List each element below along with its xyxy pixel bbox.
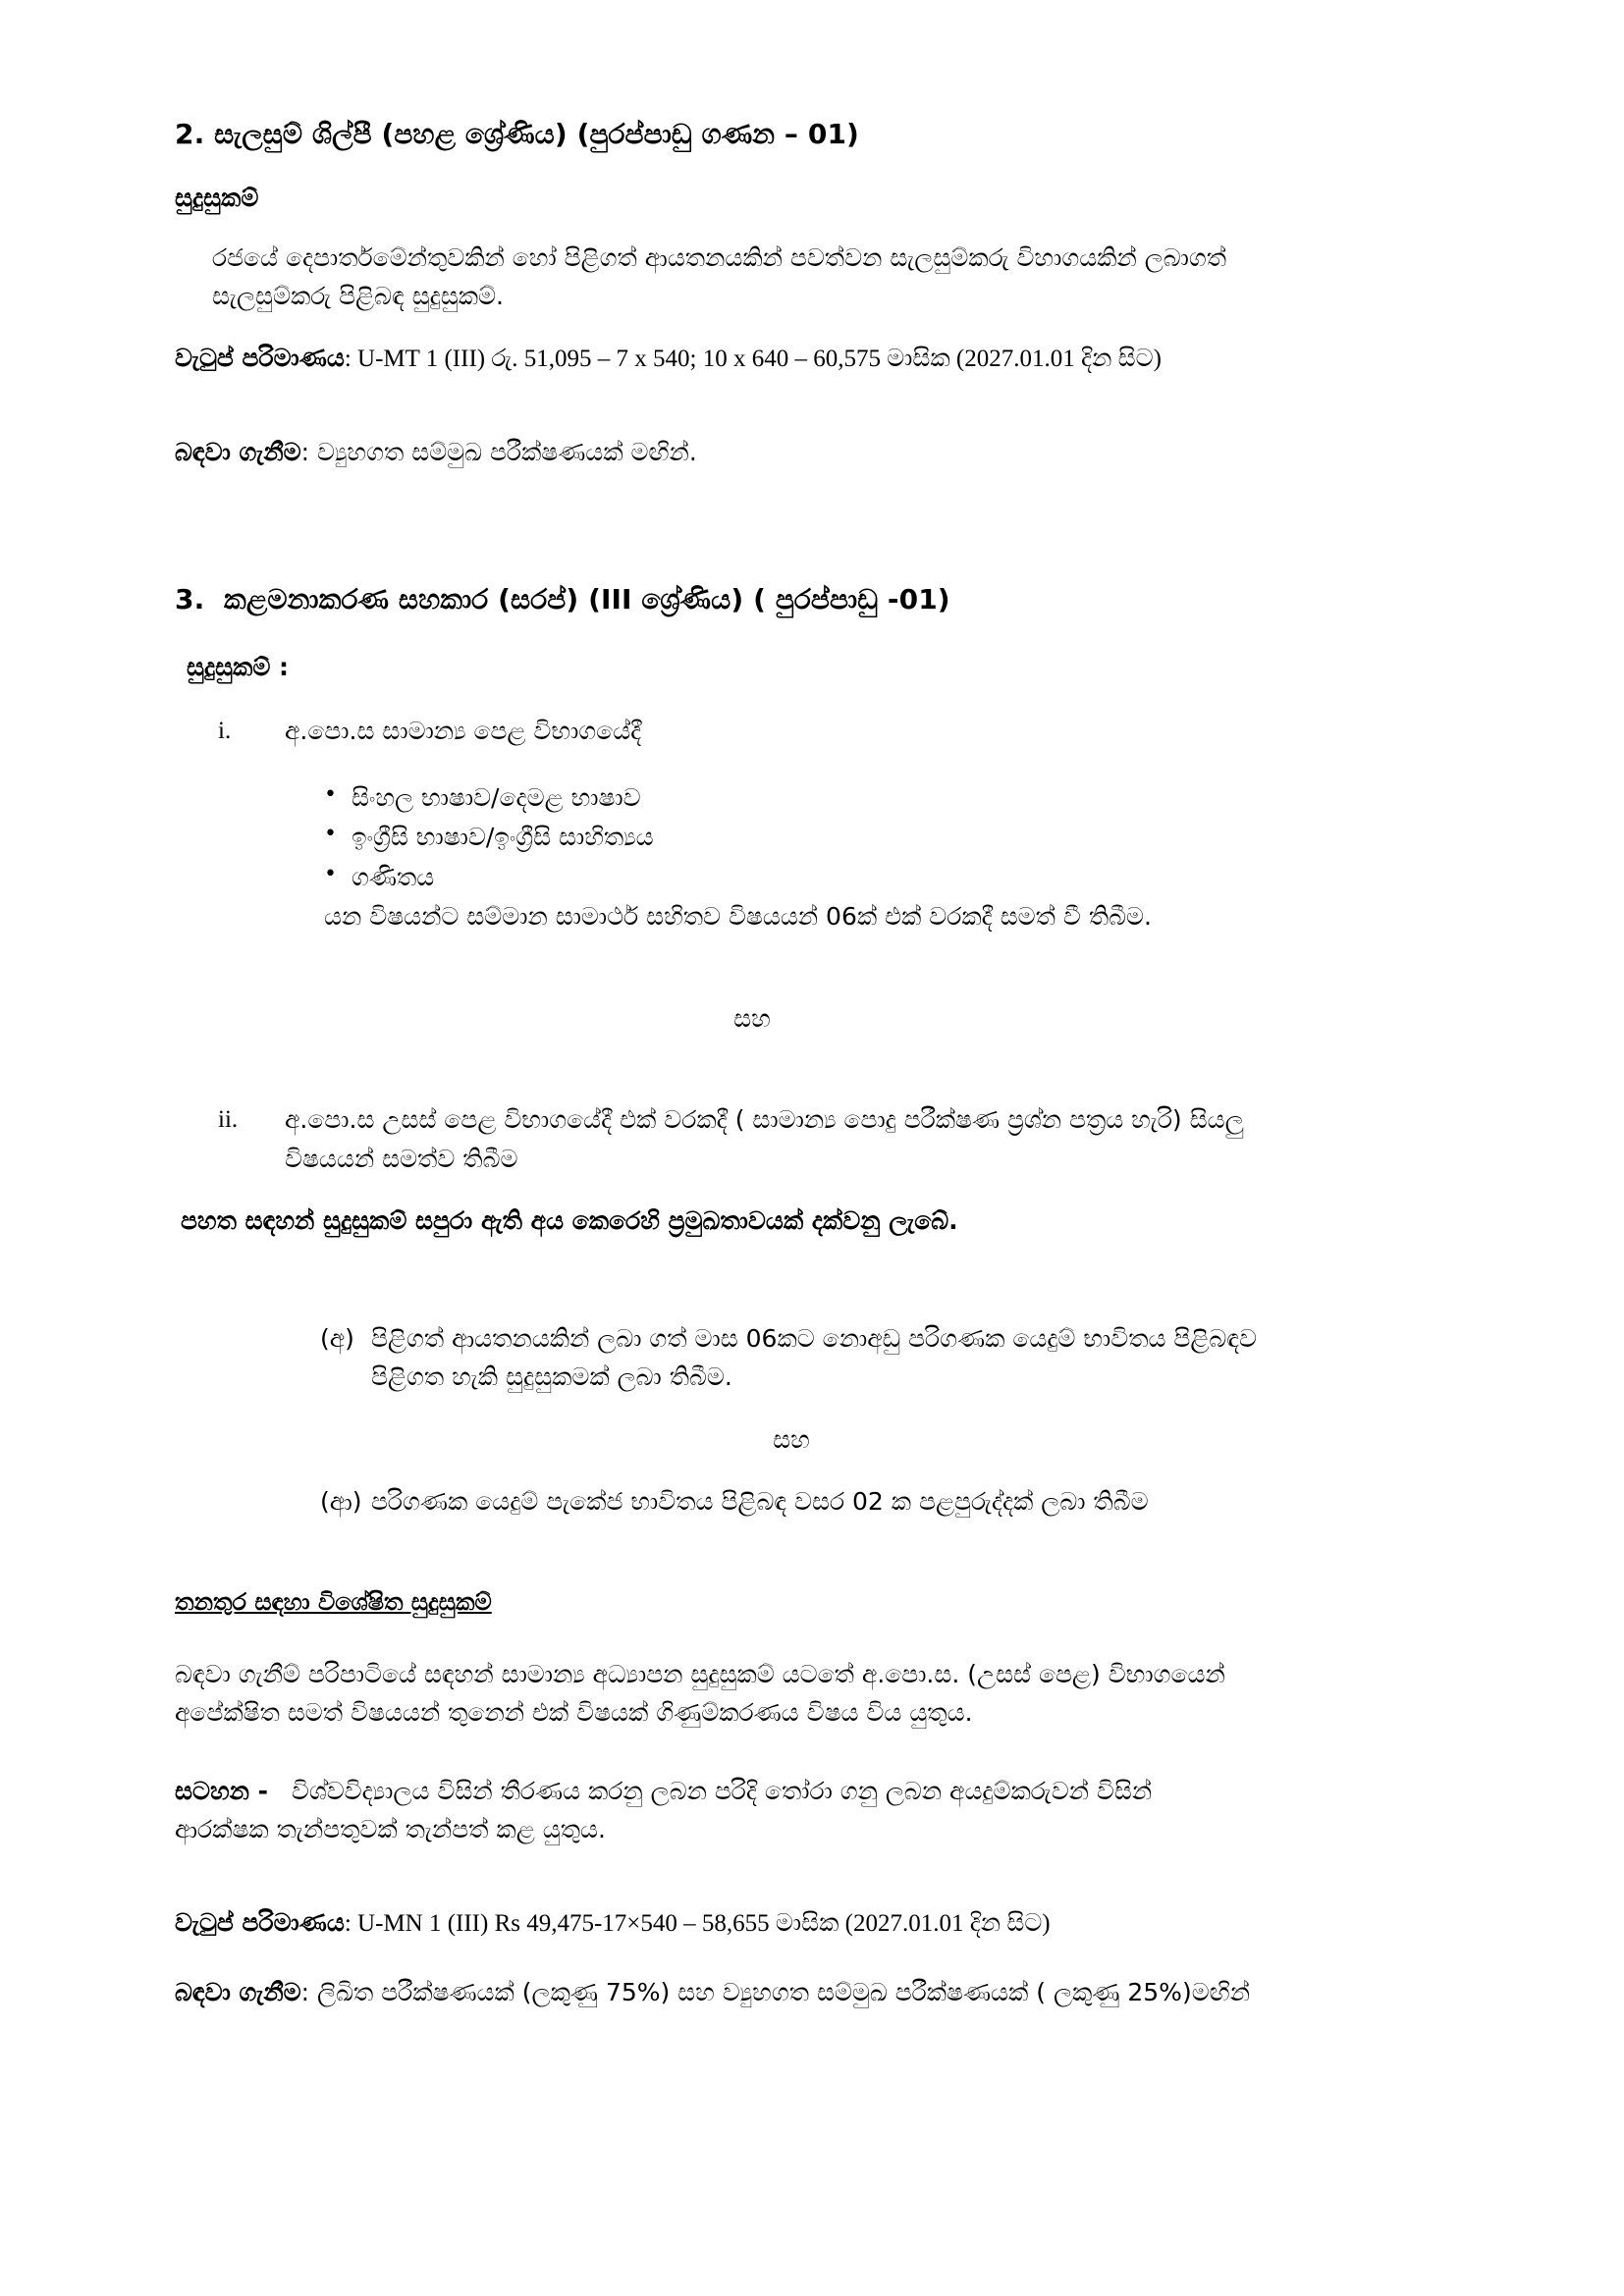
section-2-recruitment-value: : ව්‍යුහගත සම්මුඛ පරීක්ෂණයක් මඟින්. [300, 437, 697, 466]
special-qualifications-line-1: බඳවා ගැනීම් පරිපාටියේ සඳහන් සාමාන්‍ය අධ්‍යාපන සුදුසුකම් යටතේ අ.පො.ස. (උසස් පෙළ) විභාගයෙන් [175, 1659, 1225, 1688]
special-qualifications-line-2: අපේක්ෂිත සමත් විෂයයන් තුනෙන් එක් විෂයක් ගිණුම්කරණය විෂය විය යුතුය. [175, 1698, 973, 1728]
note-label: සටහන - [175, 1776, 269, 1805]
section-3-qualifications-label: සුදුසුකම් : [187, 653, 290, 682]
lettered-item-b-line-1: පරිගණක යෙදුම් පැකේජ භාවිතය පිළිබඳ වසර 02 ක පළපුරුද්දක් ලබා තිබීම [371, 1487, 1149, 1517]
section-3-recruitment-row [175, 1974, 1447, 2012]
section-2-heading: 2. සැලසුම් ශිල්පී (පහළ ශ්‍රේණිය) (පුරප්පාඩු ගණන – 01) [175, 118, 859, 150]
note-line-2: ආරක්ෂක තැන්පතුවක් තැන්පත් කළ යුතුය. [175, 1815, 606, 1844]
section-3-heading-row [175, 581, 1447, 618]
lettered-item-b [175, 1482, 1447, 1522]
list-item-i-marker: i. [218, 718, 232, 745]
section-3-salary-value: : U-MN 1 (III) Rs 49,475-17×540 – 58,655 මාසික (2027.01.01 දින සිට) [344, 1909, 1051, 1937]
lettered-item-a-line-1: පිළිගත් ආයතනයකින් ලබා ගත් මාස 06කට නොඅඩු පරිගණක යෙදුම් භාවිතය පිළිබඳව [371, 1323, 1258, 1353]
list-item-bullet: • ගණිතය [175, 858, 1447, 898]
list-item-ii-text-line-2: විෂයයන් සමත්ව තිබීම [285, 1144, 518, 1173]
section-2-salary-row [175, 340, 1447, 379]
conjunction-saha-2: සහ [773, 1424, 810, 1454]
section-3-recruitment-label: බඳවා ගැනීම [175, 1978, 301, 2007]
list-item-bullet: • ඉංග්‍රීසි භාෂාව/ඉංග්‍රීසි සාහිත්‍යය [175, 818, 1447, 858]
section-3 [175, 581, 1447, 2012]
lettered-item-a [175, 1319, 1447, 1397]
section-2-recruitment-row [175, 434, 1447, 472]
list-item-bullet: • සිංහල භාෂාව/දෙමළ භාෂාව [175, 778, 1447, 819]
section-2-salary-value: : U-MT 1 (III) රු. 51,095 – 7 x 540; 10 x 640 – 60,575 මාසික (2027.01.01 දින සිට) [344, 345, 1162, 372]
section-2-qualification-line-2: සැලසුම්කරු පිළිබඳ සුදුසුකම්. [212, 282, 504, 311]
note-row [175, 1772, 1447, 1811]
lettered-item-a-marker: (අ) [320, 1323, 354, 1353]
list-item-i [175, 712, 1447, 751]
list-item-ii-cont [175, 1140, 1447, 1179]
conjunction-saha-1: සහ [733, 1003, 771, 1033]
section-3-roman-list-2 [175, 1100, 1447, 1178]
special-qualifications-heading: තනතුර සඳහා විශේෂිත සුදුසුකම් [175, 1587, 492, 1616]
section-2-qualification-line-1: රජයේ දෙපාර්තමේන්තුවකින් හෝ පිළිගත් ආයතනයකින් පවත්වන සැලසුම්කරු විහාගයකින් ලබාගත් [212, 242, 1227, 272]
list-item-ii [175, 1100, 1447, 1140]
section-2 [175, 116, 1447, 471]
bullets-summary-text: යන විෂයන්ට සම්මාන සාමාර්ථ සහිතව විෂයයන් 06ක් එක් වරකදී සමත් වී තිබීම. [324, 902, 1152, 932]
section-3-heading-number: 3. [175, 583, 205, 616]
section-2-salary-label: වැටුප් පරිමාණය [175, 343, 345, 372]
note-line-1: විශ්වවිද්‍යාලය විසින් තීරණය කරනු ලබන පරිදි තෝරා ගනු ලබන අයදුම්කරුවන් විසින් [291, 1776, 1153, 1805]
section-3-heading-text: කළමනාකරණ සහකාර (සරප්) (III ශ්‍රේණිය) ( පුරප්පාඩු -01) [224, 583, 950, 616]
subject-bullet-list [175, 778, 1447, 898]
priority-note: පහත සඳහන් සුදුසුකම් සපුරා ඇති අය කෙරෙහි ප්‍රමුඛතාවයක් දක්වනු ලැබේ. [181, 1206, 958, 1236]
section-2-recruitment-label: බඳවා ගැනීම [175, 437, 301, 466]
lettered-item-a-line-2: පිළිගත හැකි සුදුසුකමක් ලබා තිබීම. [371, 1362, 732, 1392]
section-3-recruitment-value: : ලිඛිත පරීක්ෂණයක් (ලකුණු 75%) සහ ව්‍යුහගත සම්මුඛ පරීක්ෂණයක් ( ලකුණු 25%)මඟින් [300, 1978, 1250, 2007]
section-3-salary-row [175, 1904, 1447, 1944]
section-3-roman-list [175, 712, 1447, 751]
list-item-ii-text-line-1: අ.පො.ස උසස් පෙළ විභාගයේදී එක් වරකදී ( සාමාන්‍ය පොදු පරීක්ෂණ ප්‍රශ්න පත්‍රය හැරි) සියලු [285, 1105, 1244, 1135]
lettered-item-b-marker: (ආ) [320, 1487, 362, 1517]
list-item-ii-marker: ii. [218, 1106, 239, 1134]
section-2-qualifications-label: සුදුසුකම් [175, 183, 259, 212]
section-3-salary-label: වැටුප් පරිමාණය [175, 1907, 345, 1937]
document-body [175, 116, 1447, 2012]
list-item-i-text: අ.පො.ස සාමාන්‍ය පෙළ විභාගයේදී [285, 717, 642, 746]
